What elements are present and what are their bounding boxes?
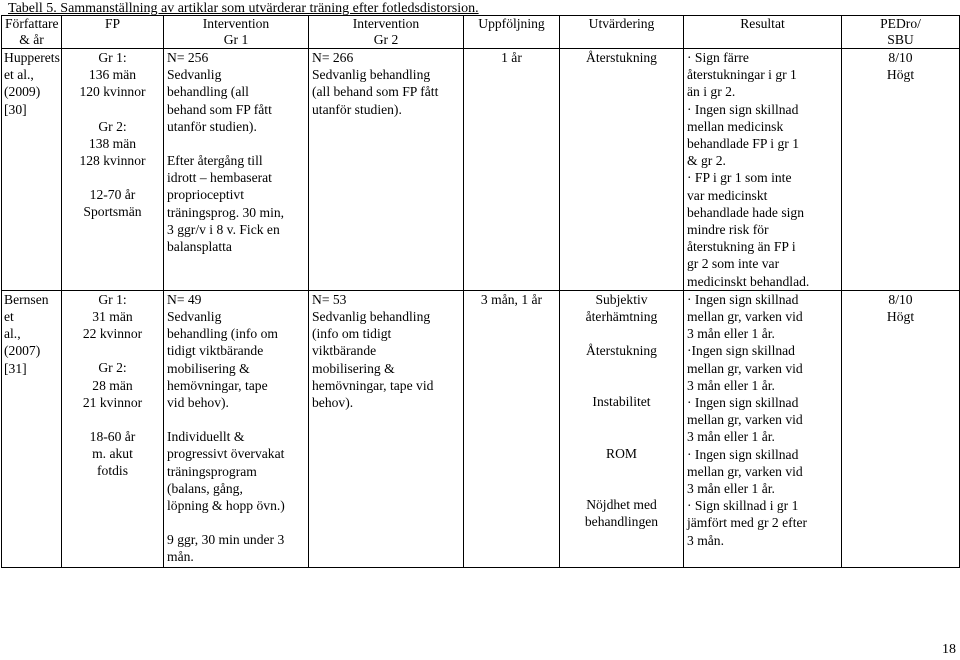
cell-line: N= 256 bbox=[167, 50, 209, 65]
cell-line: behandlade FP i gr 1 bbox=[687, 136, 800, 152]
summary-table bbox=[1, 15, 960, 568]
cell-line: 3 mån eller 1 år. bbox=[687, 377, 775, 393]
cell-line: Återstukning bbox=[586, 50, 657, 65]
cell-line: Högt bbox=[886, 67, 915, 83]
header-intervention-gr1: Intervention Gr 1 bbox=[164, 16, 309, 49]
cell-line: träningsprogram bbox=[167, 463, 257, 479]
cell-line: återstukning än FP i bbox=[687, 239, 796, 255]
cell-line: N= 49 bbox=[167, 291, 202, 307]
header-author: Författare & år bbox=[2, 16, 62, 49]
cell-intervention-gr2 bbox=[309, 290, 464, 567]
cell-intervention-gr2 bbox=[309, 49, 464, 291]
cell-line: utanför studien). bbox=[312, 101, 402, 117]
cell-line: Sedvanlig bbox=[167, 309, 222, 325]
cell-line: 9 ggr, 30 min under 3 bbox=[167, 532, 285, 548]
cell-line: Återstukning bbox=[586, 343, 657, 359]
cell-pedro-sbu bbox=[842, 290, 960, 567]
cell-line: var medicinskt bbox=[687, 187, 768, 203]
cell-intervention-gr1 bbox=[164, 290, 309, 567]
header-utvardering: Utvärdering bbox=[560, 16, 684, 49]
cell-resultat bbox=[684, 290, 842, 567]
cell-line: mellan medicinsk bbox=[687, 118, 784, 134]
cell-line: mellan gr, varken vid bbox=[687, 463, 803, 479]
header-pedro-sbu: PEDro/ SBU bbox=[842, 16, 960, 49]
cell-line: än i gr 2. bbox=[687, 84, 736, 100]
cell-uppfoljning bbox=[464, 290, 560, 567]
cell-line: balansplatta bbox=[167, 239, 232, 255]
cell-line: · Ingen sign skillnad bbox=[687, 446, 799, 462]
header-uppfoljning: Uppföljning bbox=[464, 16, 560, 49]
cell-line: 1 år bbox=[501, 50, 522, 65]
table-row bbox=[2, 49, 960, 291]
header-row bbox=[2, 16, 960, 49]
cell-resultat bbox=[684, 49, 842, 291]
cell-fp bbox=[62, 290, 164, 567]
cell-line: 3 ggr/v i 8 v. Fick en bbox=[167, 221, 280, 237]
cell-line: · Sign skillnad i gr 1 bbox=[687, 498, 799, 514]
cell-line bbox=[563, 462, 680, 479]
cell-line bbox=[563, 325, 680, 342]
cell-line: · Ingen sign skillnad bbox=[687, 395, 799, 411]
cell-line: hemövningar, tape bbox=[167, 377, 268, 393]
cell-line: Individuellt & bbox=[167, 429, 245, 445]
cell-line bbox=[65, 342, 160, 359]
cell-line: 3 mån eller 1 år. bbox=[687, 326, 775, 342]
cell-line: mobilisering & bbox=[312, 360, 395, 376]
cell-line bbox=[563, 479, 680, 496]
cell-line: 8/10 bbox=[888, 291, 913, 307]
cell-line: mellan gr, varken vid bbox=[687, 412, 803, 428]
cell-line: Sedvanlig bbox=[167, 67, 222, 83]
cell-line: Gr 1: bbox=[98, 291, 127, 307]
cell-line: 21 kvinnor bbox=[82, 394, 143, 410]
cell-line: 18-60 år bbox=[89, 429, 136, 445]
cell-line: Högt bbox=[886, 309, 915, 325]
cell-line: N= 53 bbox=[312, 291, 347, 307]
header-intervention-gr2: Intervention Gr 2 bbox=[309, 16, 464, 49]
cell-line: 28 män bbox=[92, 377, 133, 393]
cell-line: Bernsen et bbox=[4, 291, 49, 325]
cell-line: Hupperets bbox=[4, 50, 60, 65]
cell-line bbox=[167, 135, 305, 152]
header-fp: FP bbox=[62, 16, 164, 49]
cell-line: [31] bbox=[4, 360, 27, 376]
cell-line: Subjektiv bbox=[595, 291, 648, 307]
cell-line: återhämtning bbox=[585, 309, 658, 325]
cell-line: Gr 1: bbox=[98, 50, 127, 65]
cell-line: ·Ingen sign skillnad bbox=[687, 343, 795, 359]
cell-pedro-sbu bbox=[842, 49, 960, 291]
cell-line: (balans, gång, bbox=[167, 480, 243, 496]
cell-utvardering bbox=[560, 290, 684, 567]
cell-line: behandlade hade sign bbox=[687, 204, 805, 220]
cell-line: Sportsmän bbox=[83, 204, 142, 220]
cell-line bbox=[563, 428, 680, 445]
cell-line: tidigt viktbärande bbox=[167, 343, 264, 359]
cell-line: Sedvanlig behandling bbox=[312, 67, 431, 83]
cell-author bbox=[2, 290, 62, 567]
cell-line: ROM bbox=[606, 445, 637, 461]
cell-line: 3 mån, 1 år bbox=[480, 291, 543, 307]
cell-line: 22 kvinnor bbox=[82, 326, 143, 342]
cell-line: mobilisering & bbox=[167, 360, 250, 376]
cell-line: · FP i gr 1 som inte bbox=[687, 170, 792, 186]
cell-line: proprioceptivt bbox=[167, 187, 245, 203]
cell-line bbox=[65, 411, 160, 428]
cell-line: löpning & hopp övn.) bbox=[167, 498, 285, 514]
cell-line: 120 kvinnor bbox=[79, 84, 146, 100]
table-row bbox=[2, 290, 960, 567]
cell-utvardering bbox=[560, 49, 684, 291]
cell-line: (info om tidigt bbox=[312, 326, 392, 342]
cell-line: progressivt övervakat bbox=[167, 446, 285, 462]
cell-line: behandlingen bbox=[584, 514, 659, 530]
cell-intervention-gr1 bbox=[164, 49, 309, 291]
cell-line: [30] bbox=[4, 101, 27, 117]
cell-line: m. akut bbox=[92, 446, 133, 462]
cell-line bbox=[563, 376, 680, 393]
cell-line: 3 mån eller 1 år. bbox=[687, 481, 775, 497]
cell-line: mellan gr, varken vid bbox=[687, 360, 803, 376]
cell-line bbox=[167, 514, 305, 531]
cell-line bbox=[563, 411, 680, 428]
cell-line bbox=[563, 359, 680, 376]
cell-line: behov). bbox=[312, 395, 354, 411]
cell-line: 31 män bbox=[92, 309, 133, 325]
cell-line: utanför studien). bbox=[167, 118, 257, 134]
cell-line bbox=[65, 169, 160, 186]
cell-line: hemövningar, tape vid bbox=[312, 377, 434, 393]
cell-uppfoljning bbox=[464, 49, 560, 291]
cell-line: Efter återgång till bbox=[167, 153, 263, 169]
cell-line bbox=[167, 411, 305, 428]
cell-line: träningsprog. 30 min, bbox=[167, 204, 285, 220]
cell-line: 3 mån. bbox=[687, 532, 724, 548]
cell-line: · Ingen sign skillnad bbox=[687, 291, 799, 307]
cell-line: behandling (info om bbox=[167, 326, 278, 342]
cell-line: al., (2007) bbox=[4, 326, 41, 359]
cell-line: mindre risk för bbox=[687, 222, 769, 238]
cell-line bbox=[65, 101, 160, 118]
cell-line: Sedvanlig behandling bbox=[312, 309, 431, 325]
cell-line: mån. bbox=[167, 549, 194, 565]
cell-line: (all behand som FP fått bbox=[312, 84, 439, 100]
cell-line: behandling (all bbox=[167, 84, 249, 100]
cell-line: 136 män bbox=[88, 67, 137, 83]
cell-line: vid behov). bbox=[167, 395, 229, 411]
cell-line: et al., bbox=[4, 67, 34, 83]
cell-line: idrott – hembaserat bbox=[167, 170, 272, 186]
cell-line: jämfört med gr 2 efter bbox=[687, 515, 808, 531]
cell-line: (2009) bbox=[4, 84, 41, 100]
page-number: 18 bbox=[942, 642, 956, 657]
cell-line: Nöjdhet med bbox=[586, 496, 657, 512]
cell-fp bbox=[62, 49, 164, 291]
header-resultat: Resultat bbox=[684, 16, 842, 49]
cell-line: N= 266 bbox=[312, 50, 354, 65]
cell-line: · Sign färre bbox=[687, 50, 749, 65]
cell-line: Gr 2: bbox=[98, 118, 127, 134]
cell-line: återstukningar i gr 1 bbox=[687, 67, 797, 83]
cell-line: Gr 2: bbox=[98, 360, 127, 376]
table-caption: Tabell 5. Sammanställning av artiklar som utvärderar träning efter fotledsdistorsion. bbox=[8, 1, 479, 16]
cell-line: 138 män bbox=[88, 135, 137, 151]
cell-author bbox=[2, 49, 62, 291]
cell-line: viktbärande bbox=[312, 343, 377, 359]
cell-line: mellan gr, varken vid bbox=[687, 309, 803, 325]
cell-line: · Ingen sign skillnad bbox=[687, 101, 799, 117]
cell-line: 12-70 år bbox=[89, 187, 136, 203]
cell-line: medicinskt behandlad. bbox=[687, 273, 810, 289]
cell-line: Instabilitet bbox=[592, 394, 651, 410]
cell-line: 128 kvinnor bbox=[79, 153, 146, 169]
cell-line: gr 2 som inte var bbox=[687, 256, 780, 272]
cell-line: & gr 2. bbox=[687, 153, 726, 169]
cell-line: 3 mån eller 1 år. bbox=[687, 429, 775, 445]
cell-line: behand som FP fått bbox=[167, 101, 272, 117]
cell-line: 8/10 bbox=[888, 50, 913, 65]
cell-line: fotdis bbox=[97, 463, 128, 479]
